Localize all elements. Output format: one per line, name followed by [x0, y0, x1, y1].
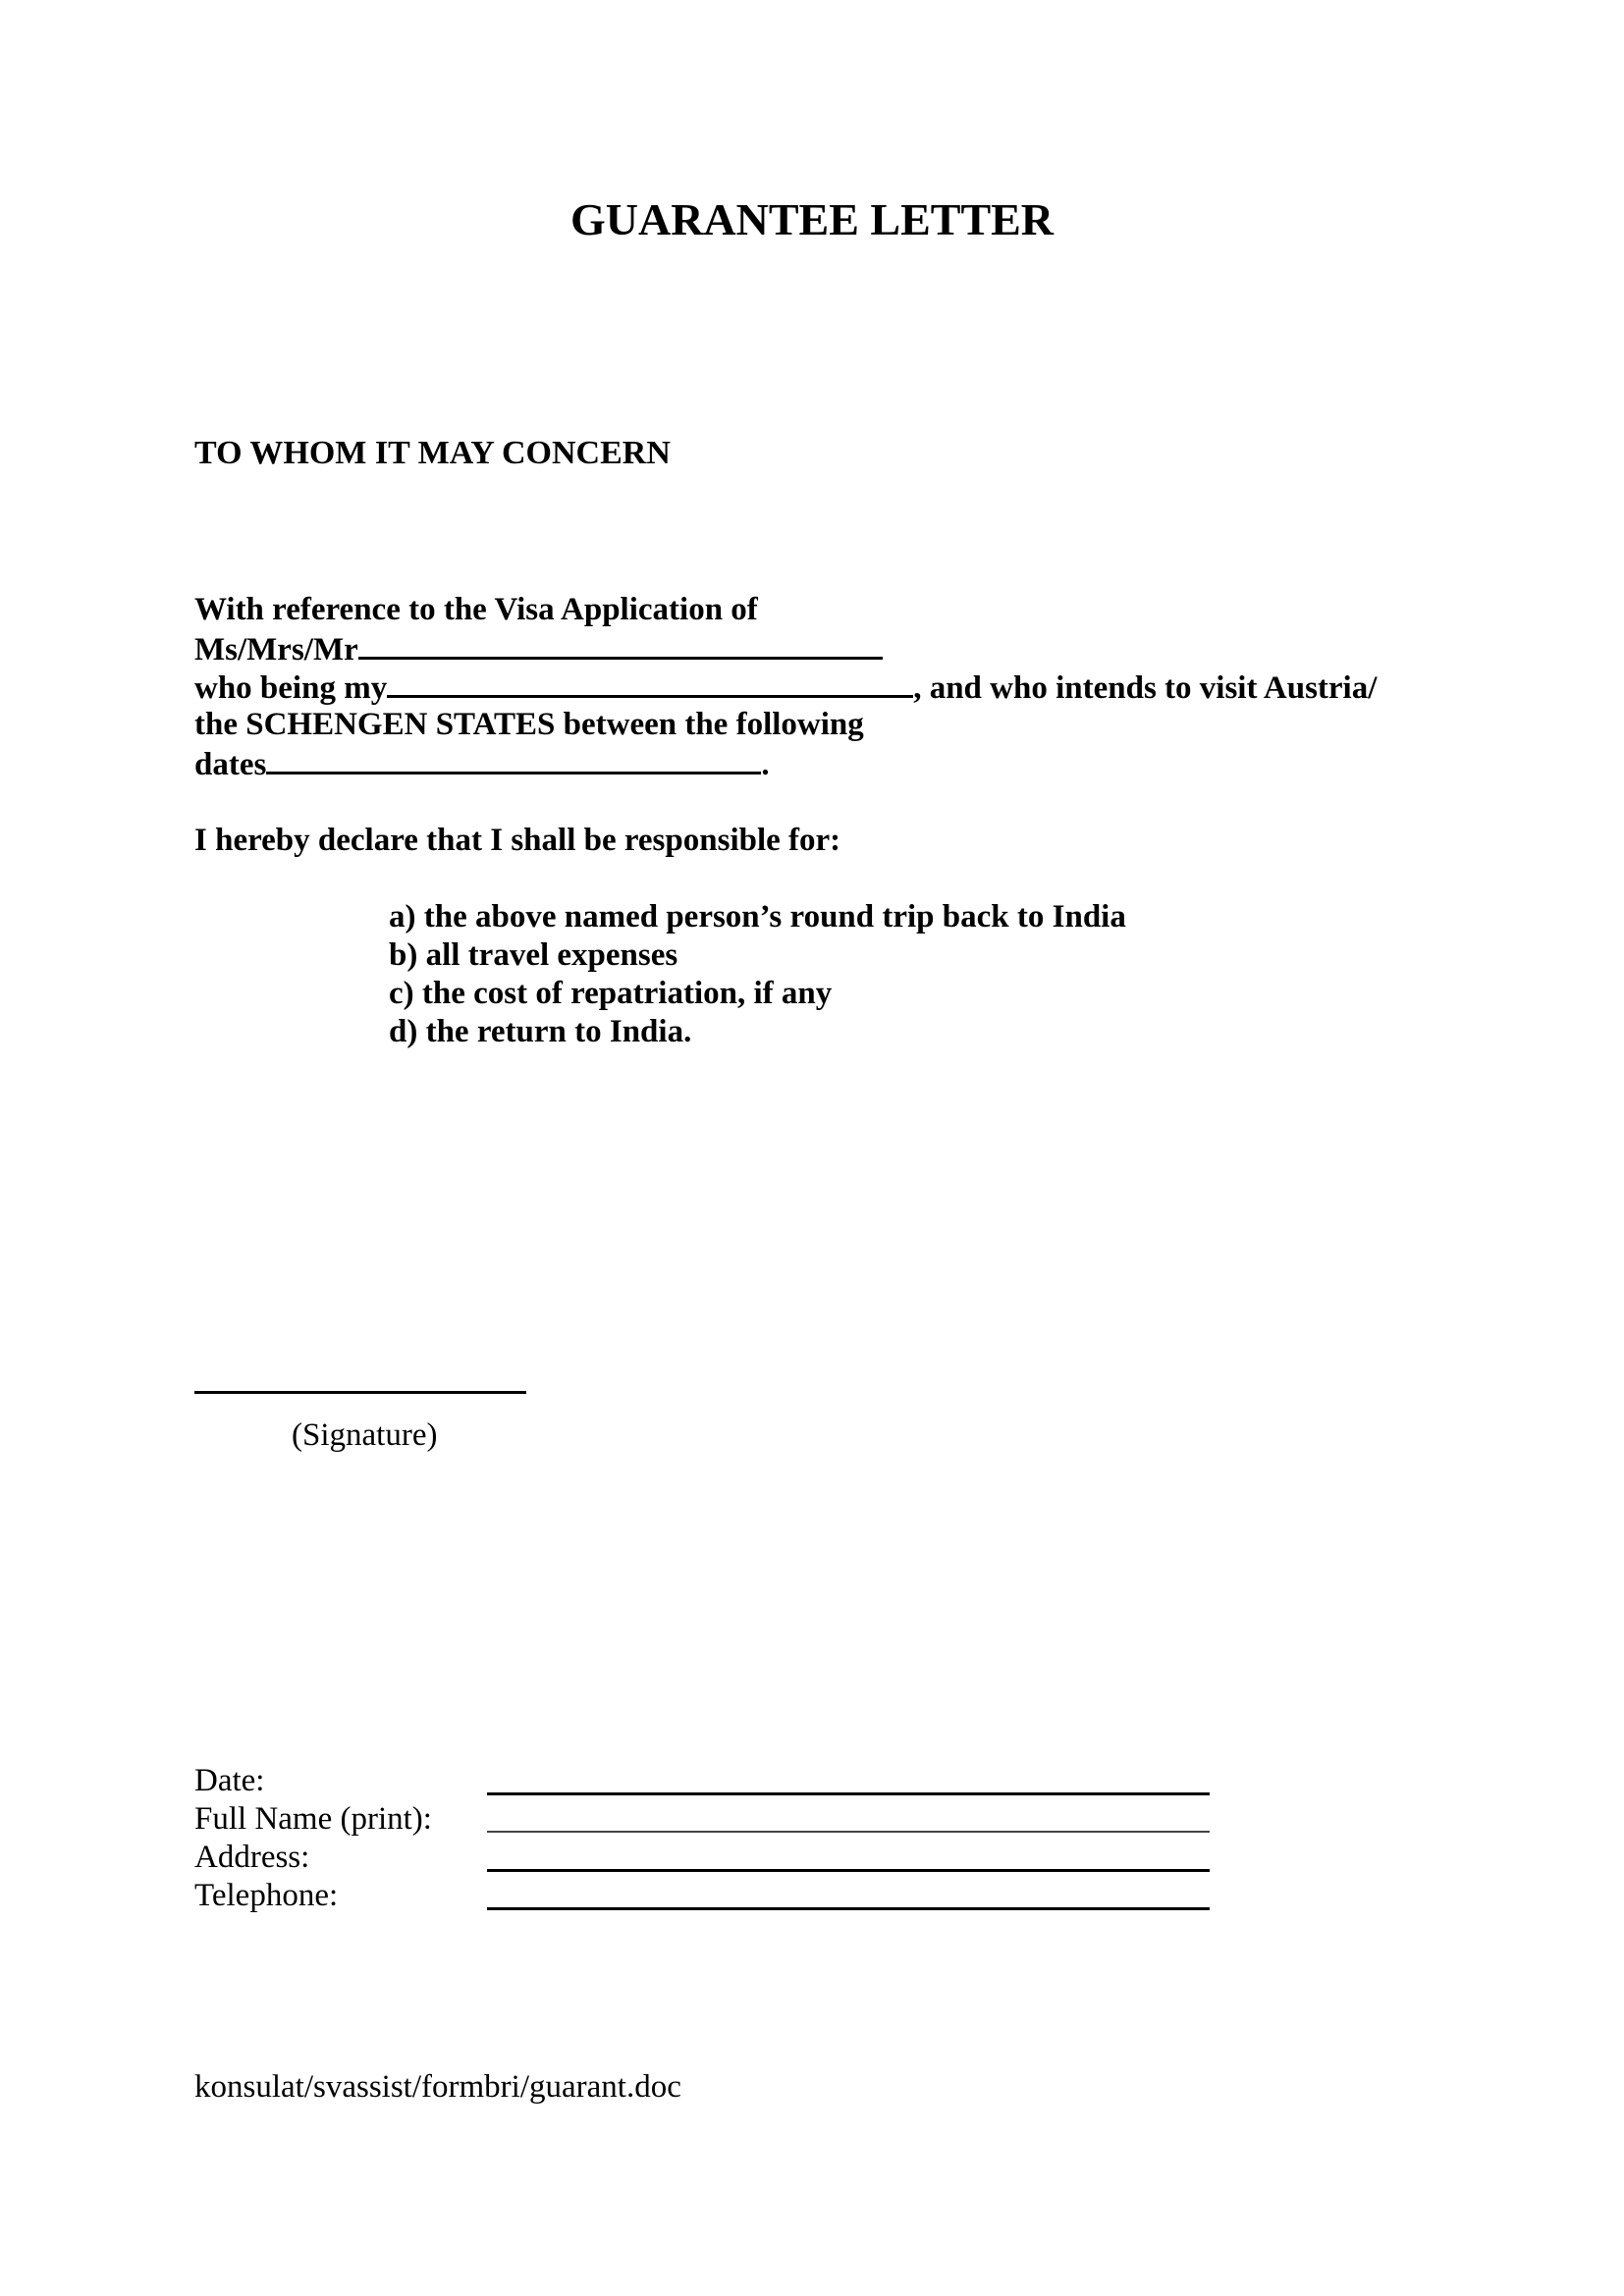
telephone-line[interactable] [487, 1907, 1210, 1910]
reference-line-3 [194, 667, 1377, 708]
full-name-line[interactable] [487, 1831, 1210, 1833]
relationship-blank[interactable] [387, 667, 913, 698]
responsibility-item: c) the cost of repatriation, if any [389, 976, 833, 1011]
address-line[interactable] [487, 1869, 1210, 1872]
applicant-name-blank[interactable] [358, 629, 883, 660]
reference-line-2 [194, 629, 883, 669]
document-title: GUARANTEE LETTER [569, 194, 1055, 244]
dates-suffix: . [761, 747, 770, 782]
signature-line[interactable] [194, 1391, 526, 1394]
responsibility-item: d) the return to India. [389, 1014, 692, 1049]
reference-line-5 [194, 744, 770, 784]
reference-line-4: the SCHENGEN STATES between the following [194, 707, 864, 742]
date-line[interactable] [487, 1792, 1210, 1795]
signature-label: (Signature) [292, 1417, 438, 1453]
dates-prefix: dates [194, 747, 267, 782]
document-path-footer: konsulat/svassist/formbri/guarant.doc [194, 2069, 681, 2105]
telephone-label: Telephone: [194, 1878, 339, 1913]
declaration-text: I hereby declare that I shall be responsible for: [194, 823, 841, 858]
name-prefix: Ms/Mrs/Mr [194, 632, 358, 667]
responsibility-item: b) all travel expenses [389, 937, 678, 973]
responsibility-item: a) the above named person’s round trip back to India [389, 899, 1126, 934]
relation-suffix: , and who intends to visit Austria/ [913, 670, 1378, 706]
date-label: Date: [194, 1763, 265, 1798]
salutation: TO WHOM IT MAY CONCERN [194, 435, 671, 471]
reference-line-1: With reference to the Visa Application of [194, 592, 758, 627]
dates-blank[interactable] [266, 744, 761, 774]
full-name-label: Full Name (print): [194, 1801, 432, 1837]
relation-prefix: who being my [194, 670, 388, 706]
address-label: Address: [194, 1840, 310, 1875]
